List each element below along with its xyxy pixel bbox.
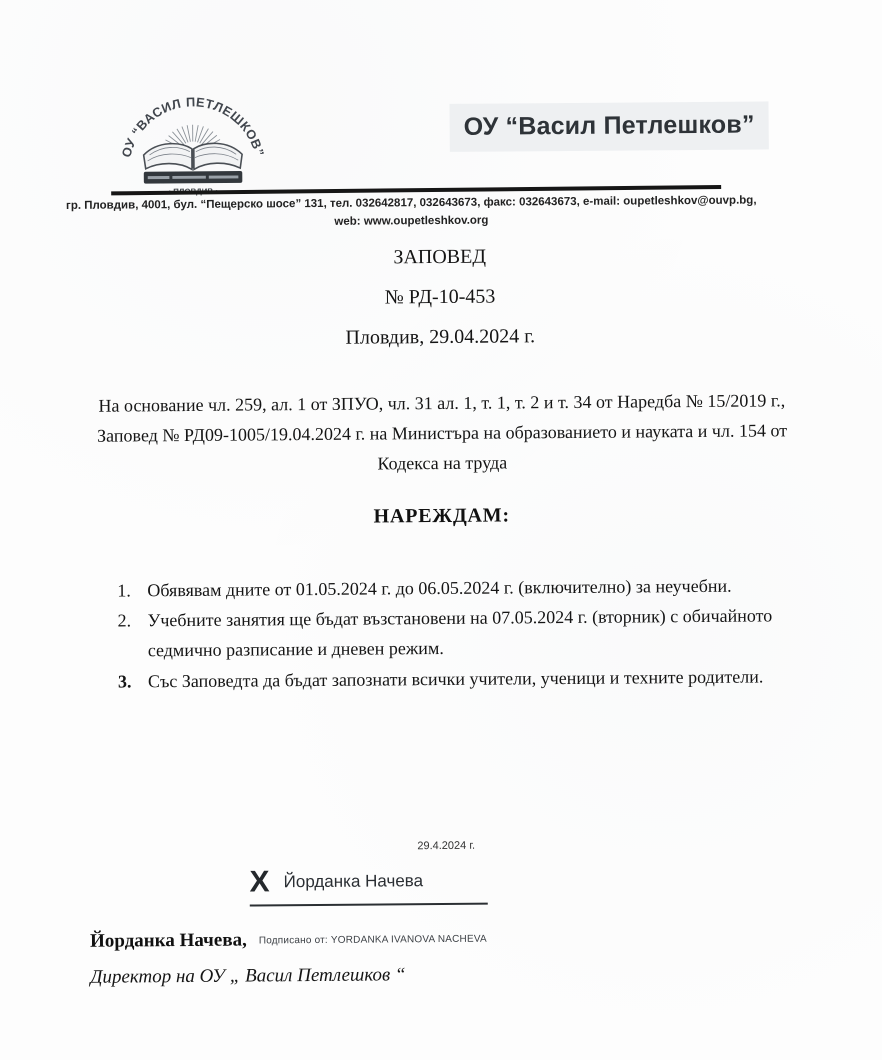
document-title: ЗАПОВЕД (0, 243, 881, 273)
order-title-block (0, 243, 882, 370)
legal-basis-paragraph: На основание чл. 259, ал. 1 от ЗПУО, чл. 31 ал. 1, т. 1, т. 2 и т. 34 от Наредба № 15/2019 г., Заповед № РД09-1005/19.04.2024 г. на Министъра на образованието и науката и чл. 154 от Кодекса на труда (86, 385, 799, 481)
order-item-3 (118, 661, 794, 697)
address-line-2: web: www.oupetleshkov.org (61, 210, 761, 233)
signature-stamp-date: 29.4.2024 г. (417, 840, 475, 852)
signer-title: Директор на ОУ „ Васил Петлешков “ (90, 964, 405, 988)
item-number: 2. (117, 606, 147, 667)
school-name-heading: ОУ “Васил Петлешков” (449, 101, 768, 152)
item-number: 1. (117, 575, 147, 605)
open-book-icon (144, 143, 243, 170)
command-heading: НАРЕЖДАМ: (1, 502, 882, 532)
school-address (61, 192, 761, 233)
logo-arc-text: ОУ “ВАСИЛ ПЕТЛЕШКОВ” (118, 94, 267, 159)
order-number: № РД-10-453 (0, 283, 881, 313)
signed-by-label: Подписано от: YORDANKA IVANOVA NACHEVA (259, 933, 487, 946)
school-logo (113, 69, 272, 200)
item-text: Със Заповедта да бъдат запознати всички учители, ученици и техните родители. (148, 661, 764, 696)
school-emblem-graphic (113, 69, 272, 200)
signer-row (90, 928, 487, 953)
signer-name: Йорданка Начева, (90, 930, 247, 953)
order-items-list (117, 570, 794, 696)
motto-banner (144, 171, 243, 184)
item-text: Обявявам дните от 01.05.2024 г. до 06.05.2024 г. (включително) за неучебни. (147, 571, 732, 606)
signature-x-mark: X (249, 867, 269, 897)
digital-signature-line (249, 866, 487, 907)
item-number: 3. (118, 666, 148, 696)
signature-signed-name: Йорданка Начева (284, 871, 424, 892)
order-item-2 (117, 600, 793, 666)
address-line-1: гр. Пловдив, 4001, бул. “Пещерско шосе” 131, тел. 032642817, 032643673, факс: 032643673, e-mail: oupetleshkov@ouvp.bg, (61, 192, 761, 215)
order-place-date: Пловдив, 29.04.2024 г. (0, 323, 881, 353)
item-text: Учебните занятия ще бъдат възстановени на 07.05.2024 г. (вторник) с обичайното седмично разписание и дневен режим. (147, 600, 793, 666)
